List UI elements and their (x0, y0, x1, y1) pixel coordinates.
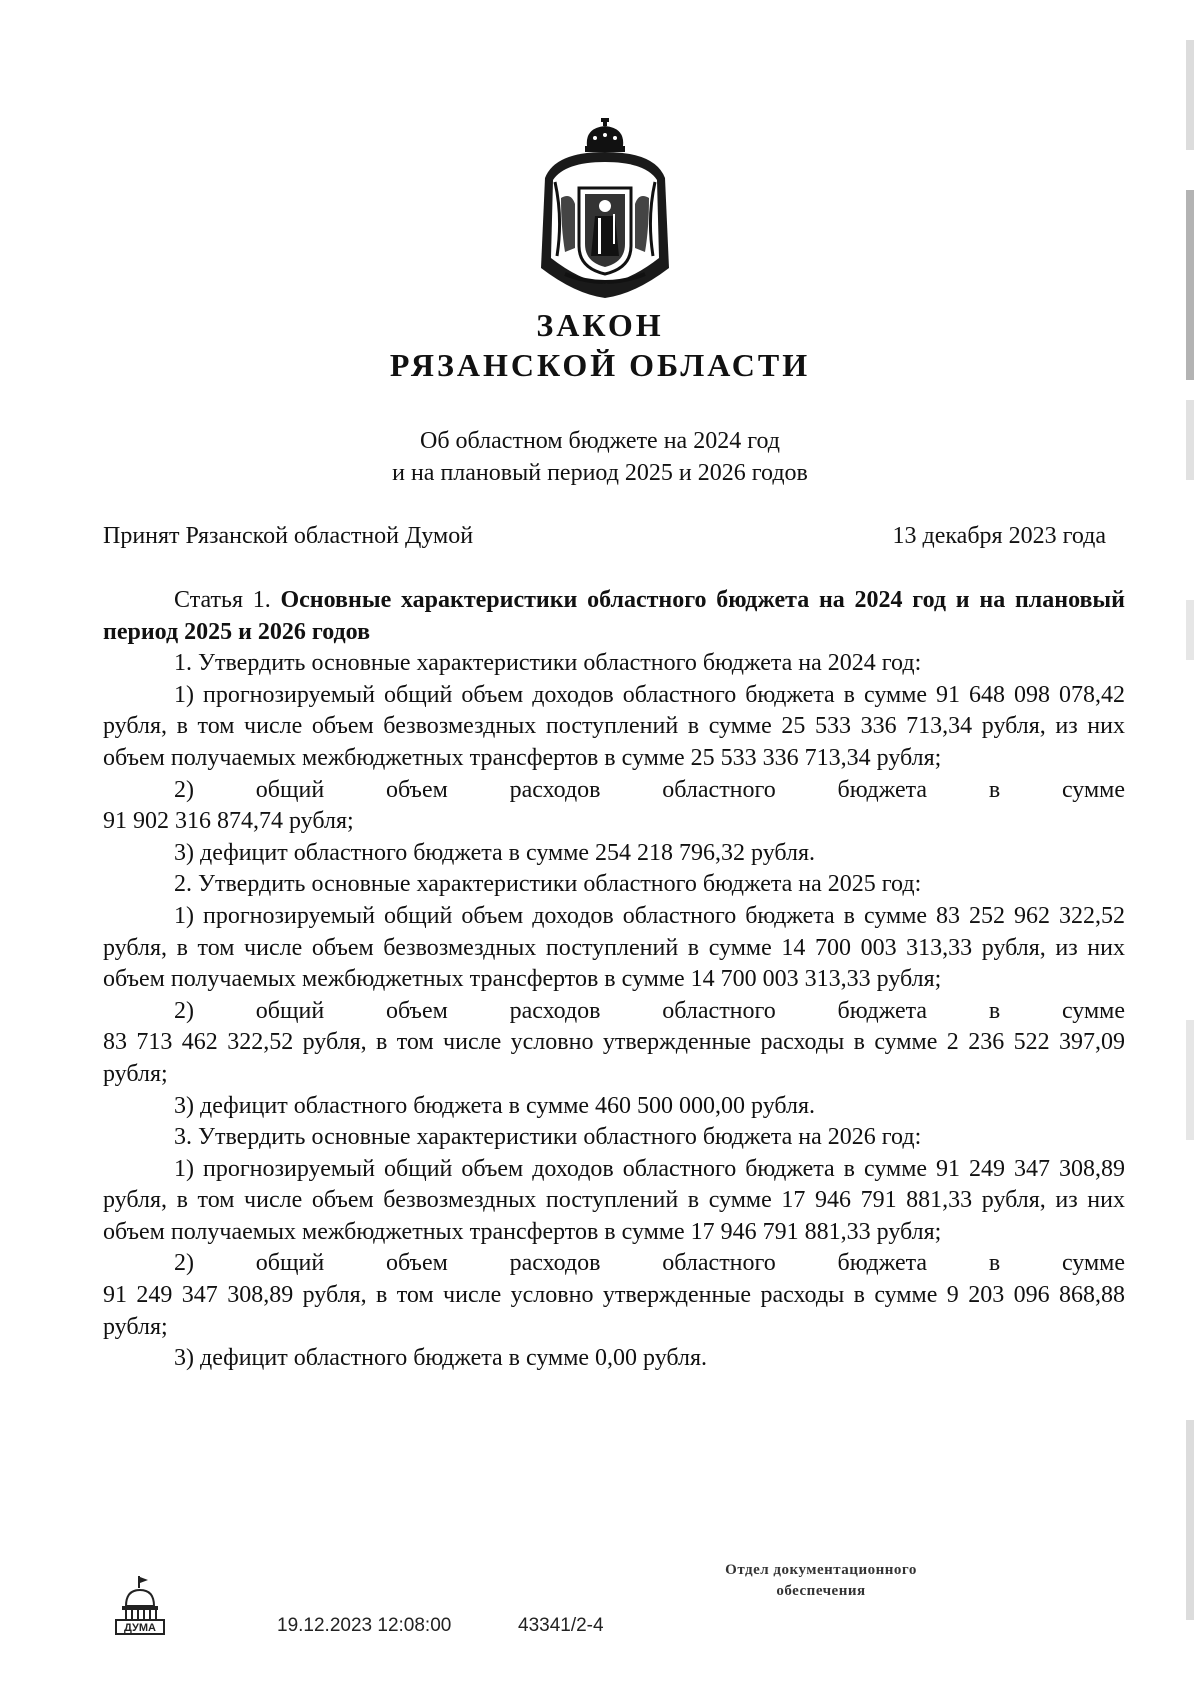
clause-2-item-3: 3) дефицит областного бюджета в сумме 460 500 000,00 рубля. (174, 1092, 816, 1119)
registration-timestamp: 19.12.2023 12:08:00 (277, 1615, 452, 1636)
law-region-title: РЯЗАНСКОЙ ОБЛАСТИ (389, 347, 811, 383)
clause-1-item-2-end: 91 902 316 874,74 рубля; (103, 808, 354, 835)
article-1 (103, 585, 1125, 1375)
duma-logo-text: ДУМА (124, 1622, 156, 1634)
law-subtitle-line1: Об областном бюджете на 2024 год (420, 428, 780, 454)
clause-1-item-3: 3) дефицит областного бюджета в сумме 254 218 796,32 рубля. (174, 839, 816, 866)
clause-2-item-2-start: 2) общий объем расходов областного бюджета в сумме (174, 997, 1125, 1024)
department-stamp (696, 1560, 946, 1602)
clause-2-item-2-end: 83 713 462 322,52 рубля, в том числе условно утвержденные расходы в сумме 2 236 522 397,09 рубля; (103, 1029, 1125, 1087)
clause-3-item-2-end: 91 249 347 308,89 рубля, в том числе условно утвержденные расходы в сумме 9 203 096 868,88 рубля; (103, 1282, 1125, 1340)
adopted-by: Принят Рязанской областной Думой (103, 523, 474, 549)
clause-1-item-1: 1) прогнозируемый общий объем доходов областного бюджета в сумме 91 648 098 078,42 рубля, в том числе объем безвозмездных поступлений в сумме 25 533 336 713,34 рубля, из них объем получаемых межбюджетных трансфертов в сумме 25 533 336 713,34 рубля; (103, 681, 1125, 771)
article-label: Статья 1. (174, 587, 271, 613)
clause-3: 3. Утвердить основные характеристики областного бюджета на 2026 год: (174, 1124, 922, 1151)
ryazan-coat-of-arms-icon (535, 118, 675, 300)
stamp-line-2: обеспечения (776, 1583, 866, 1599)
article-title: Основные характеристики областного бюджета на 2024 год и на плановый период 2025 и 2026 годов (103, 587, 1125, 645)
duma-logo-icon (112, 1576, 168, 1638)
clause-1-item-2-start: 2) общий объем расходов областного бюджета в сумме (174, 776, 1125, 803)
law-subtitle-line2: и на плановый период 2025 и 2026 годов (392, 460, 808, 486)
registration-number: 43341/2-4 (518, 1615, 604, 1636)
clause-3-item-1: 1) прогнозируемый общий объем доходов областного бюджета в сумме 91 249 347 308,89 рубля, в том числе объем безвозмездных поступлений в сумме 17 946 791 881,33 рубля, из них объем получаемых межбюджетных трансфертов в сумме 17 946 791 881,33 рубля; (103, 1155, 1125, 1245)
scan-edge-marks (1186, 40, 1194, 1640)
clause-2-item-1: 1) прогнозируемый общий объем доходов областного бюджета в сумме 83 252 962 322,52 рубля, в том числе объем безвозмездных поступлений в сумме 14 700 003 313,33 рубля, из них объем получаемых межбюджетных трансфертов в сумме 14 700 003 313,33 рубля; (103, 902, 1125, 993)
adopted-date: 13 декабря 2023 года (892, 523, 1106, 549)
clause-1: 1. Утвердить основные характеристики областного бюджета на 2024 год: (174, 650, 922, 677)
article-heading (103, 585, 1125, 648)
clause-3-item-2-start: 2) общий объем расходов областного бюджета в сумме (174, 1250, 1125, 1277)
clause-2: 2. Утвердить основные характеристики областного бюджета на 2025 год: (174, 871, 922, 898)
clause-3-item-3: 3) дефицит областного бюджета в сумме 0,00 рубля. (174, 1345, 708, 1372)
law-title: ЗАКОН (536, 307, 664, 343)
stamp-line-1: Отдел документационного (725, 1562, 917, 1578)
